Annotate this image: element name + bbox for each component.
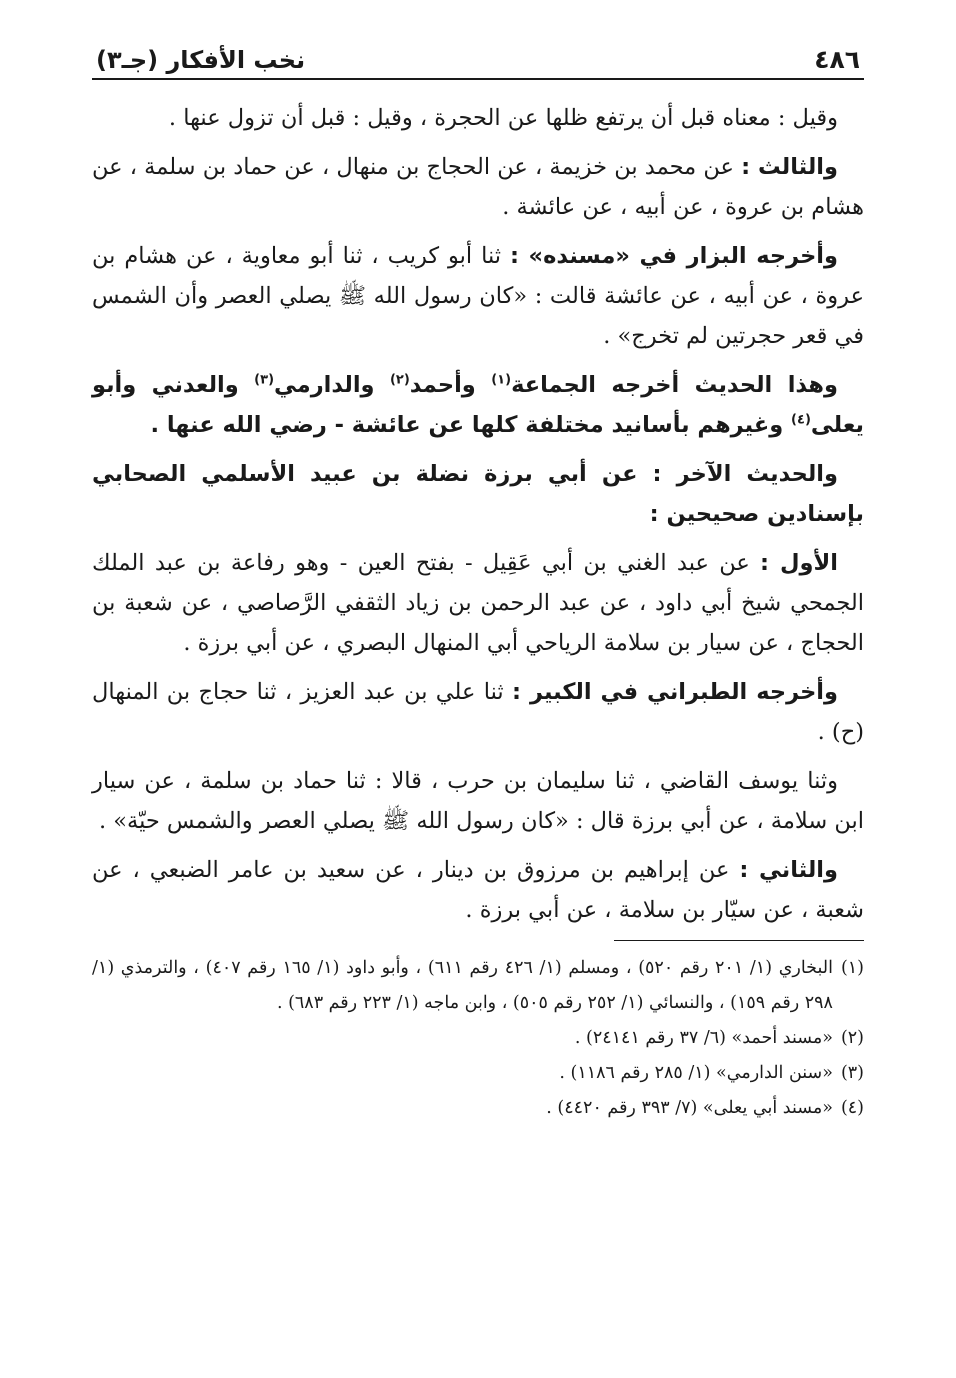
footnotes bbox=[92, 951, 864, 1126]
footnote-ref[interactable]: (٤) bbox=[791, 412, 811, 428]
paragraph: والثالث : عن محمد بن خزيمة ، عن الحجاج بن منهال ، عن حماد بن سلمة ، عن هشام بن عروة ، عن أبيه ، عن عائشة . bbox=[92, 154, 864, 220]
footnote-number: (٣) bbox=[840, 1063, 864, 1083]
page-number: ٤٨٦ bbox=[814, 45, 860, 74]
paragraph-lead: وأخرجه البزار في «مسنده» : bbox=[509, 243, 839, 269]
paragraph: وثنا يوسف القاضي ، ثنا سليمان بن حرب ، قالا : ثنا حماد بن سلمة ، عن سيار ابن سلامة ، عن أبي برزة قال : «كان رسول الله ﷺ يصلي العصر والشمس حيّة» . bbox=[92, 768, 864, 834]
paragraph: والثاني : عن إبراهيم بن مرزوق بن دينار ، عن سعيد بن عامر الضبعي ، عن شعبة ، عن سيّار بن سلامة ، عن أبي برزة . bbox=[92, 857, 864, 923]
paragraph-lead: وأخرجه الطبراني في الكبير : bbox=[511, 679, 838, 705]
running-header bbox=[92, 30, 864, 80]
footnote-item bbox=[92, 1056, 864, 1091]
footnote-separator bbox=[614, 940, 864, 941]
footnote-item bbox=[92, 951, 864, 1021]
footnote-text: «مسند أبي يعلى» (٧/ ٣٩٣ رقم ٤٤٢٠) . bbox=[546, 1098, 833, 1118]
book-title: نخب الأفكار (جـ٣) bbox=[96, 46, 306, 74]
footnote-number: (١) bbox=[840, 958, 864, 978]
footnote-item bbox=[92, 1021, 864, 1056]
paragraph-lead: والثالث : bbox=[741, 154, 838, 180]
paragraph: وأخرجه البزار في «مسنده» : ثنا أبو كريب ، ثنا أبو معاوية ، عن هشام بن عروة ، عن أبيه ، عن عائشة قالت : «كان رسول الله ﷺ يصلي العصر وأن الشمس في قعر حجرتين لم تخرج» . bbox=[92, 243, 864, 349]
footnote-text: «سنن الدارمي» (١/ ٢٨٥ رقم ١١٨٦) . bbox=[559, 1063, 833, 1083]
footnote-ref[interactable]: (١) bbox=[491, 372, 512, 388]
paragraph-lead: والثاني : bbox=[739, 857, 838, 883]
footnote-number: (٢) bbox=[840, 1028, 864, 1048]
paragraph: الأول : عن عبد الغني بن أبي عَقِيل - بفتح العين - وهو رفاعة بن عبد الملك الجمحي شيخ أبي داود ، عن عبد الرحمن بن زياد الثقفي الرَّصاصي ، عن شعبة بن الحجاج ، عن سيار بن سلامة الرياحي أبي المنهال البصري ، عن أبي برزة . bbox=[92, 550, 864, 656]
paragraph-bold: والحديث الآخر : عن أبي برزة نضلة بن عبيد الأسلمي الصحابي بإسنادين صحيحين : bbox=[92, 461, 864, 527]
main-text bbox=[92, 98, 864, 930]
paragraph-lead: الأول : bbox=[760, 550, 838, 576]
footnote-ref[interactable]: (٢) bbox=[389, 372, 410, 388]
footnote-number: (٤) bbox=[840, 1098, 864, 1118]
footnote-text: البخاري (١/ ٢٠١ رقم ٥٢٠) ، ومسلم (١/ ٤٢٦ رقم ٦١١) ، وأبو داود (١/ ١٦٥ رقم ٤٠٧) ، والترمذي (١/ ٢٩٨ رقم ١٥٩) ، والنسائي (١/ ٢٥٢ رقم ٥٠٥) ، وابن ماجه (١/ ٢٢٣ رقم ٦٨٣) . bbox=[92, 958, 833, 1013]
paragraph: وأخرجه الطبراني في الكبير : ثنا علي بن عبد العزيز ، ثنا حجاج بن المنهال (ح) . bbox=[92, 679, 864, 745]
footnote-ref[interactable]: (٣) bbox=[254, 372, 275, 388]
footnote-item bbox=[92, 1091, 864, 1126]
paragraph-bold: وهذا الحديث أخرجه الجماعة$^{(١)}$ وأحمد$^{(٢)}$ والدارمي$^{(٣)}$ والعدني وأبو يعلى$^{(٤)}$ وغيرهم بأسانيد مختلفة كلها عن عائشة - رضي الله عنها . bbox=[92, 372, 864, 438]
footnote-text: «مسند أحمد» (٦/ ٣٧ رقم ٢٤١٤١) . bbox=[574, 1028, 833, 1048]
paragraph: وقيل : معناه قبل أن يرتفع ظلها عن الحجرة ، وقيل : قبل أن تزول عنها . bbox=[168, 105, 838, 131]
